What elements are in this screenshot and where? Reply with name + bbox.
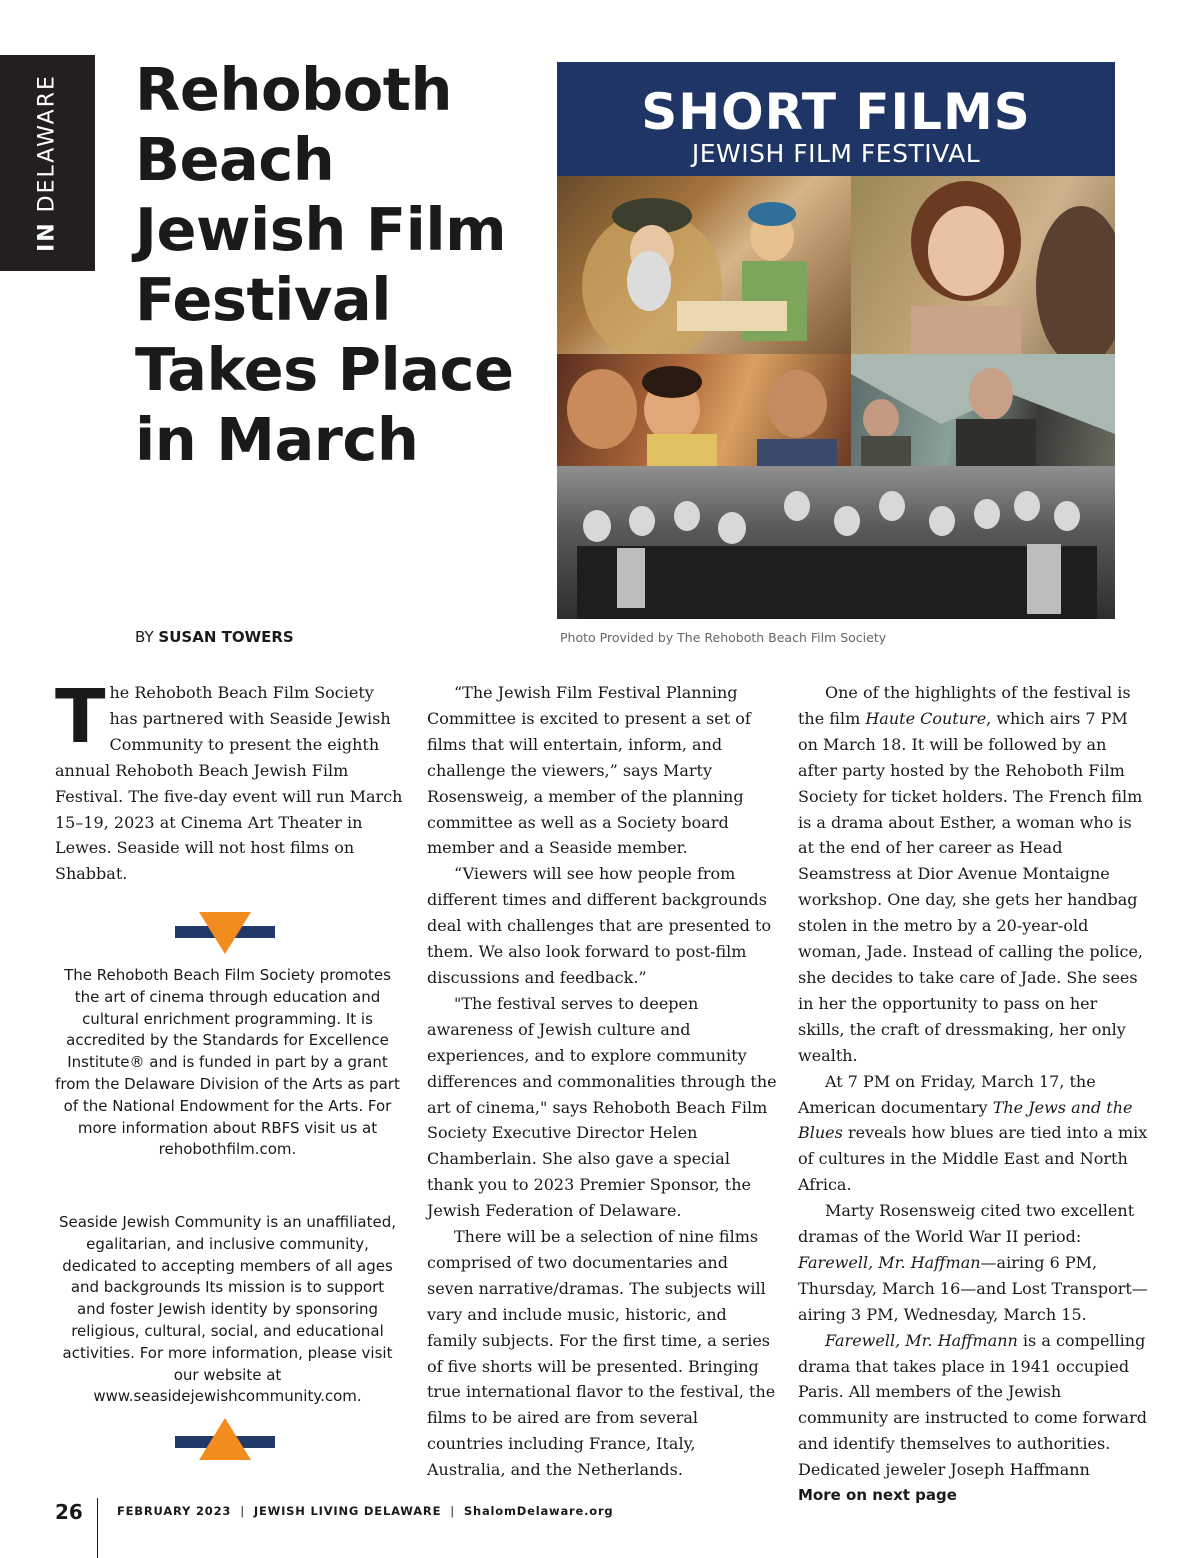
paragraph: One of the highlights of the festival is the film Haute Couture, which airs 7 PM on March 18. It will be followed by an after party hosted by the Rehoboth Film Society for ticket holders. The French film is a drama about Esther, a woman who is at the end of her career as Head Seamstress at Dior Avenue Montaigne workshop. One day, she gets her handbag stolen in the metro by a 20-year-old woman, Jade. Instead of calling the police, she decides to take care of Jade. She sees in her the opportunity to pass on her skills, the craft of dressmaking, her only wealth.: [798, 683, 1143, 1065]
paragraph: Farewell, Mr. Haffmann is a compelling drama that takes place in 1941 occupied Paris. All members of the Jewish community are instructed to come forward and identify themselves to authorities. Dedicated jeweler Joseph Haffmann: [798, 1330, 1147, 1480]
poster-title: SHORT FILMS: [641, 83, 1031, 141]
byline: [135, 628, 294, 646]
poster-panel-animated-rabbi: [557, 176, 851, 354]
section-tab: [0, 55, 95, 271]
paragraph: There will be a selection of nine films comprised of two documentaries and seven narrative/dramas. The subjects will vary and include music, historic, and family subjects. For the first time, a series of five shorts will be presented. Bringing true international flavor to the festival, the films to be aired are from several countries including France, Italy, Australia, and the Netherlands.: [427, 1227, 776, 1480]
up-triangle-icon: [175, 1418, 275, 1466]
poster-panel-men-drinking: [557, 354, 851, 466]
continued-note: More on next page: [798, 1486, 957, 1505]
poster-panel-soldiers-group-photo: [557, 466, 1115, 619]
film-title: The Jews and the Blues: [798, 1097, 1133, 1143]
divider-bottom: [175, 1420, 275, 1468]
page-number: 26: [55, 1500, 83, 1524]
festival-poster-image: [557, 62, 1115, 619]
poster-banner: [557, 62, 1115, 176]
poster-subtitle: JEWISH FILM FESTIVAL: [691, 139, 981, 168]
paragraph: "The festival serves to deepen awareness of Jewish culture and experiences, and to explore community differences and commonalities through the art of cinema," says Rehoboth Beach Film Society Executive Director Helen Chamberlain. She also gave a special thank you to 2023 Premier Sponsor, the Jewish Federation of Delaware.: [427, 993, 777, 1221]
film-title: Farewell, Mr. Haffmann: [825, 1330, 1018, 1350]
article-column-3: [798, 680, 1148, 1509]
drop-cap: T: [55, 674, 106, 760]
film-title: Farewell, Mr. Haffman: [798, 1252, 981, 1272]
photo-caption: Photo Provided by The Rehoboth Beach Film Society: [560, 630, 887, 645]
footer-issue: FEBRUARY 2023: [117, 1504, 232, 1518]
paragraph: “The Jewish Film Festival Planning Committee is excited to present a set of films that will entertain, inform, and challenge the viewers,” says Marty Rosensweig, a member of the planning committee as well as a Society board member and a Seaside member.: [427, 683, 751, 858]
paragraph: Marty Rosensweig cited two excellent dramas of the World War II period: Farewell, Mr. Haffman—airing 6 PM, Thursday, March 16—and Lost Transport—airing 3 PM, Wednesday, March 15.: [798, 1201, 1148, 1324]
footer-publication: JEWISH LIVING DELAWARE: [253, 1504, 442, 1518]
article-column-2: [427, 680, 777, 1483]
section-tab-label: IN DELAWARE: [34, 74, 60, 252]
byline-prefix: BY: [135, 628, 154, 646]
byline-author: SUSAN TOWERS: [158, 628, 294, 646]
footer-rule: [97, 1498, 98, 1558]
footer-website: ShalomDelaware.org: [463, 1504, 614, 1518]
divider-top: [175, 912, 275, 960]
article-column-1: [55, 674, 405, 887]
poster-panel-woman-portrait: [851, 176, 1115, 354]
sidebar-rbfs-info: The Rehoboth Beach Film Society promotes the art of cinema through education and cultural enrichment programming. It is accredited by the Standards for Excellence Institute® and is funded in part by a grant from the Delaware Division of the Arts as part of the National Endowment for the Arts. For more information about RBFS visit us at rehobothfilm.com.: [55, 966, 400, 1159]
footer-info: FEBRUARY 2023 | JEWISH LIVING DELAWARE | ShalomDelaware.org: [117, 1504, 614, 1518]
paragraph: At 7 PM on Friday, March 17, the American documentary The Jews and the Blues reveals how blues are tied into a mix of cultures in the Middle East and North Africa.: [798, 1071, 1148, 1195]
paragraph: “Viewers will see how people from different times and different backgrounds deal with challenges that are presented to them. We also look forward to post-film discussions and feedback.”: [427, 864, 772, 987]
film-title: Haute Couture: [865, 708, 987, 728]
down-triangle-icon: [175, 912, 275, 960]
sidebar-seaside-info: Seaside Jewish Community is an unaffiliated, egalitarian, and inclusive community, dedicated to accepting members of all ages and backgrounds Its mission is to support and foster Jewish identity by sponsoring religious, cultural, social, and educational activities. For more information, please visit our website at www.seasidejewishcommunity.com.: [58, 1213, 397, 1406]
lead-paragraph: [55, 674, 405, 887]
page-footer: [0, 1490, 1200, 1558]
poster-panel-mountain-soldiers: [851, 354, 1115, 466]
lead-paragraph-text: he Rehoboth Beach Film Society has partnered with Seaside Jewish Community to present the eighth annual Rehoboth Beach Jewish Film Festival. The five-day event will run March 15–19, 2023 at Cinema Art Theater in Lewes. Seaside will not host films on Shabbat.: [55, 683, 403, 884]
article-headline: Rehoboth Beach Jewish Film Festival Takes Place in March: [135, 55, 514, 474]
